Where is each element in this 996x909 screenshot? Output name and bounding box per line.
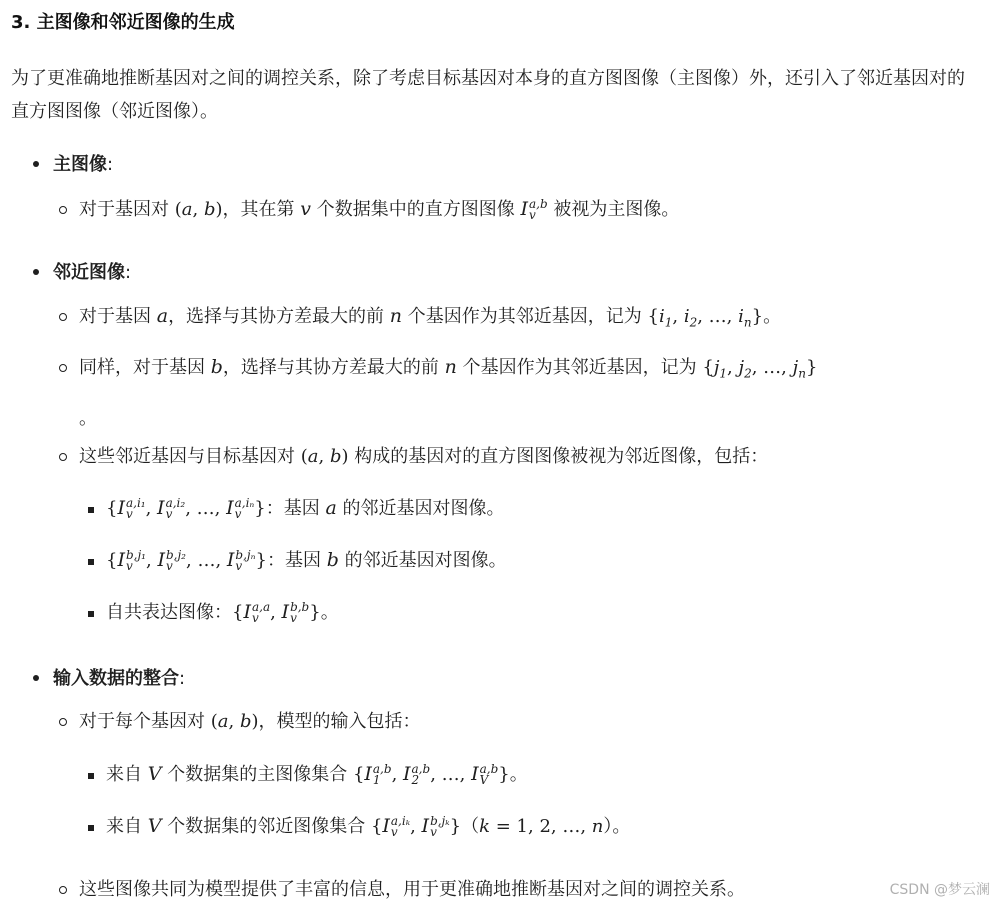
main-image-item: 对于基因对 (a, b)，其在第 v 个数据集中的直方图图像 I a,b v 被视为主图像。: [79, 197, 680, 222]
integration-sub-main: [106, 760, 528, 786]
bullet-square: [88, 611, 94, 617]
math-v: v: [300, 198, 311, 220]
math-Ia-set: {I a,i₁ v , I a,i₂ v , …, I a,iₙ v }: [106, 496, 266, 521]
math-a: a: [325, 497, 337, 519]
bullet-ring: [59, 886, 67, 894]
section-title: 3. 主图像和邻近图像的生成: [11, 12, 235, 33]
math-j-set: {$j_1$, $j_2$, …, $j_n$}: [702, 357, 818, 381]
math-b: b: [326, 549, 339, 571]
math-b: b: [210, 356, 223, 378]
text: 的邻近基因对图像。: [342, 498, 505, 519]
text: 个数据集中的直方图图像: [316, 199, 515, 220]
math-i-set: {$i_1$, $i_2$, …, $i_n$}: [647, 306, 764, 330]
integration-summary: 这些图像共同为模型提供了丰富的信息，用于更准确地推断基因对之间的调控关系。: [79, 879, 745, 900]
neighbor-sub-a: [106, 494, 505, 520]
bullet-square: [88, 773, 94, 779]
neighbor-item-b: [79, 353, 817, 381]
math-main-set: {I a,b 1 , I a,b 2 , …, I a,b V }: [352, 762, 510, 787]
text: 。: [320, 602, 339, 623]
text: 个数据集的邻近图像集合: [167, 816, 366, 837]
text: 对于基因: [79, 306, 151, 327]
bullet-ring: [59, 364, 67, 372]
bullet-ring: [59, 206, 67, 214]
integration-heading: [53, 664, 185, 690]
text: 的邻近基因对图像。: [344, 550, 507, 571]
math-a: a: [156, 305, 169, 327]
text: 被视为主图像。: [553, 199, 680, 220]
bullet-square: [88, 825, 94, 831]
text: 对于基因对: [79, 199, 169, 220]
text: 构成的基因对的直方图图像被视为邻近图像，包括：: [354, 446, 769, 467]
text: 。: [509, 764, 528, 785]
math-Iv-ab: I: [520, 198, 528, 220]
math-V: V: [147, 763, 162, 785]
math-ab: (a, b): [174, 199, 223, 220]
text: 个基因作为其邻近基因，记为: [407, 306, 642, 327]
neighbor-sub-self: [106, 598, 339, 624]
bullet-dot: [33, 675, 39, 681]
main-image-heading: [53, 150, 113, 176]
neighbor-item-a: [79, 302, 781, 330]
bullet-square: [88, 559, 94, 565]
text: 个数据集的主图像集合: [167, 764, 348, 785]
text: ，模型的输入包括：: [258, 711, 421, 732]
bullet-ring: [59, 453, 67, 461]
neighbor-item-pairs: [79, 442, 768, 468]
text: ：基因: [265, 498, 320, 519]
main-image-label: 主图像: [53, 154, 107, 175]
text: 这些邻近基因与目标基因对: [79, 446, 295, 467]
math-neighbor-set: {I a,iₖ v , I b,jₖ v }: [370, 814, 462, 839]
text: 自共表达图像：: [106, 602, 232, 623]
math-self-set: {I a,a v , I b,b v }: [232, 600, 321, 625]
text: 来自: [106, 816, 142, 837]
integration-sub-neighbor: 来自 V 个数据集的邻近图像集合 {I a,iₖ v , I b,jₖ v }（k = 1, 2, …, n）。: [106, 814, 631, 839]
math-Ib-set: {I b,j₁ v , I b,j₂ v , …, I b,jₙ v }: [106, 548, 267, 573]
text: ：基因: [266, 550, 321, 571]
text: 来自: [106, 764, 142, 785]
math-ab: (a, b): [210, 711, 259, 732]
colon: :: [179, 668, 186, 689]
integration-item: [79, 707, 421, 733]
text: 同样，对于基因: [79, 357, 205, 378]
text: ，选择与其协方差最大的前: [222, 357, 439, 378]
text: ，其在第: [222, 199, 295, 220]
period: 。: [79, 408, 97, 429]
math-n: n: [389, 305, 403, 327]
intro-paragraph: 为了更准确地推断基因对之间的调控关系，除了考虑目标基因对本身的直方图图像（主图像）外，还引入了邻近基因对的直方图图像（邻近图像）。: [11, 68, 965, 122]
text: 对于每个基因对: [79, 711, 205, 732]
text: 。: [763, 306, 782, 327]
bullet-ring: [59, 313, 67, 321]
colon: :: [107, 154, 114, 175]
neighbor-image-label: 邻近图像: [53, 262, 125, 283]
neighbor-image-heading: [53, 258, 131, 284]
math-k-range: k = 1, 2, …, n: [479, 816, 604, 837]
integration-label: 输入数据的整合: [53, 668, 179, 689]
math-ab: (a, b): [300, 446, 349, 467]
math-V: V: [147, 815, 162, 837]
bullet-ring: [59, 718, 67, 726]
watermark: CSDN @梦云澜: [889, 882, 990, 898]
text: 个基因作为其邻近基因，记为: [462, 357, 697, 378]
text: 。: [612, 816, 631, 837]
colon: :: [125, 262, 132, 283]
text: ，选择与其协方差最大的前: [168, 306, 385, 327]
bullet-square: [88, 507, 94, 513]
neighbor-sub-b: [106, 546, 507, 572]
bullet-dot: [33, 269, 39, 275]
bullet-dot: [33, 161, 39, 167]
math-n: n: [444, 356, 457, 378]
